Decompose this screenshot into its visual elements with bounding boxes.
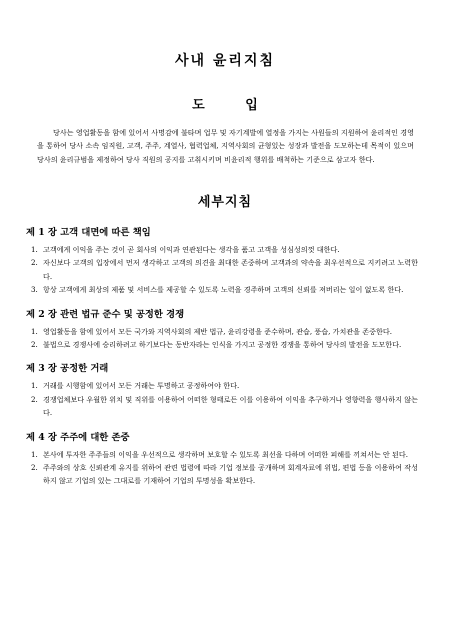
chapter-1	[26, 226, 418, 297]
chapter-title: 제 1 장 고객 대면에 따른 책임	[26, 227, 151, 238]
item-number: 2.	[31, 340, 38, 350]
list-item	[26, 283, 418, 296]
list-item	[26, 338, 418, 351]
item-number: 1.	[31, 381, 38, 391]
intro-paragraph: 당사는 영업활동을 함에 있어서 사명감에 불타며 업무 및 자기계발에 열정을 가지는 사원들의 지원하여 윤리적인 경영을 통하여 당사 소속 임직원, 고객, 주주, 계열사, 협력업체, 지역사회의 균형있는 성장과 발전을 도모하는데 목적이 있으며 당사의 윤리규범을 제정하여 당사 직원의 공지를 고취시키며 비윤리적 행위를 배척하는 기준으로 삼고자 한다.	[37, 128, 414, 164]
list-item	[26, 325, 418, 338]
item-number: 1.	[31, 326, 38, 336]
item-number: 3.	[31, 285, 38, 295]
item-text: 경쟁업체보다 우월한 위치 및 직위를 이용하여 어떠한 형태로든 이를 이용하여 이익을 추구하거나 영향력을 행사하지 않는다.	[43, 394, 418, 418]
item-text: 본사에 투자한 주주들의 이익을 우선적으로 생각하며 보호할 수 있도록 최선을 다하며 어떠한 피해를 끼쳐서는 안 된다.	[43, 449, 408, 459]
chapters	[26, 226, 418, 499]
item-text: 거래를 시행함에 있어서 모든 거래는 투명하고 공정하여야 한다.	[43, 381, 240, 391]
item-text: 영업활동을 함에 있어서 모든 국가와 지역사회의 제반 법규, 윤리강령을 준수하며, 관습, 풍습, 가치관을 존중한다.	[43, 326, 392, 336]
chapter-4	[26, 431, 418, 488]
item-text: 불법으로 경쟁사에 승리하려고 하기보다는 동반자라는 인식을 가지고 공정한 경쟁을 통하여 당사의 발전을 도모한다.	[43, 340, 402, 350]
item-text: 고객에게 이익을 주는 것이 곧 회사의 이익과 연관된다는 생각을 품고 고객을 성심성의껏 대한다.	[43, 245, 340, 254]
item-text: 자신보다 고객의 입장에서 먼저 생각하고 고객의 의견을 최대한 존중하며 고객과의 약속을 최우선적으로 지키려고 노력한다.	[43, 258, 418, 281]
list-item	[26, 393, 418, 420]
document-title: 사내 윤리지침	[174, 53, 276, 69]
item-number: 2.	[31, 394, 38, 404]
item-number: 1.	[31, 245, 38, 254]
chapter-items	[26, 325, 418, 352]
item-number: 2.	[31, 258, 38, 268]
list-item	[26, 461, 418, 488]
item-text: 항상 고객에게 최상의 제품 및 서비스를 제공할 수 있도록 노력을 경주하며 고객의 신뢰를 져버리는 일이 없도록 한다.	[43, 285, 404, 295]
chapter-title: 제 3 장 공정한 거래	[26, 363, 109, 375]
chapter-items	[26, 379, 418, 419]
list-item	[26, 243, 418, 256]
chapter-title: 제 2 장 관련 법규 준수 및 공정한 경쟁	[26, 308, 185, 320]
item-text: 주주와의 상호 신뢰관계 유지를 위하여 관련 법령에 따라 기업 정보를 공개하며 회계자료에 위법, 편법 등을 이용하여 작성하지 않고 기업의 있는 그대로를 기재하여 기업의 투명성을 확보한다.	[43, 463, 418, 486]
item-number: 2.	[31, 463, 38, 473]
item-number: 1.	[31, 449, 38, 459]
list-item	[26, 448, 418, 461]
list-item	[26, 256, 418, 283]
detail-guidelines-heading: 세부지침	[197, 195, 253, 210]
chapter-title: 제 4 장 주주에 대한 존중	[26, 431, 130, 443]
chapter-3	[26, 362, 418, 419]
chapter-2	[26, 308, 418, 352]
intro-heading: 도 입	[192, 98, 258, 113]
chapter-items	[26, 243, 418, 297]
chapter-items	[26, 448, 418, 488]
list-item	[26, 379, 418, 392]
